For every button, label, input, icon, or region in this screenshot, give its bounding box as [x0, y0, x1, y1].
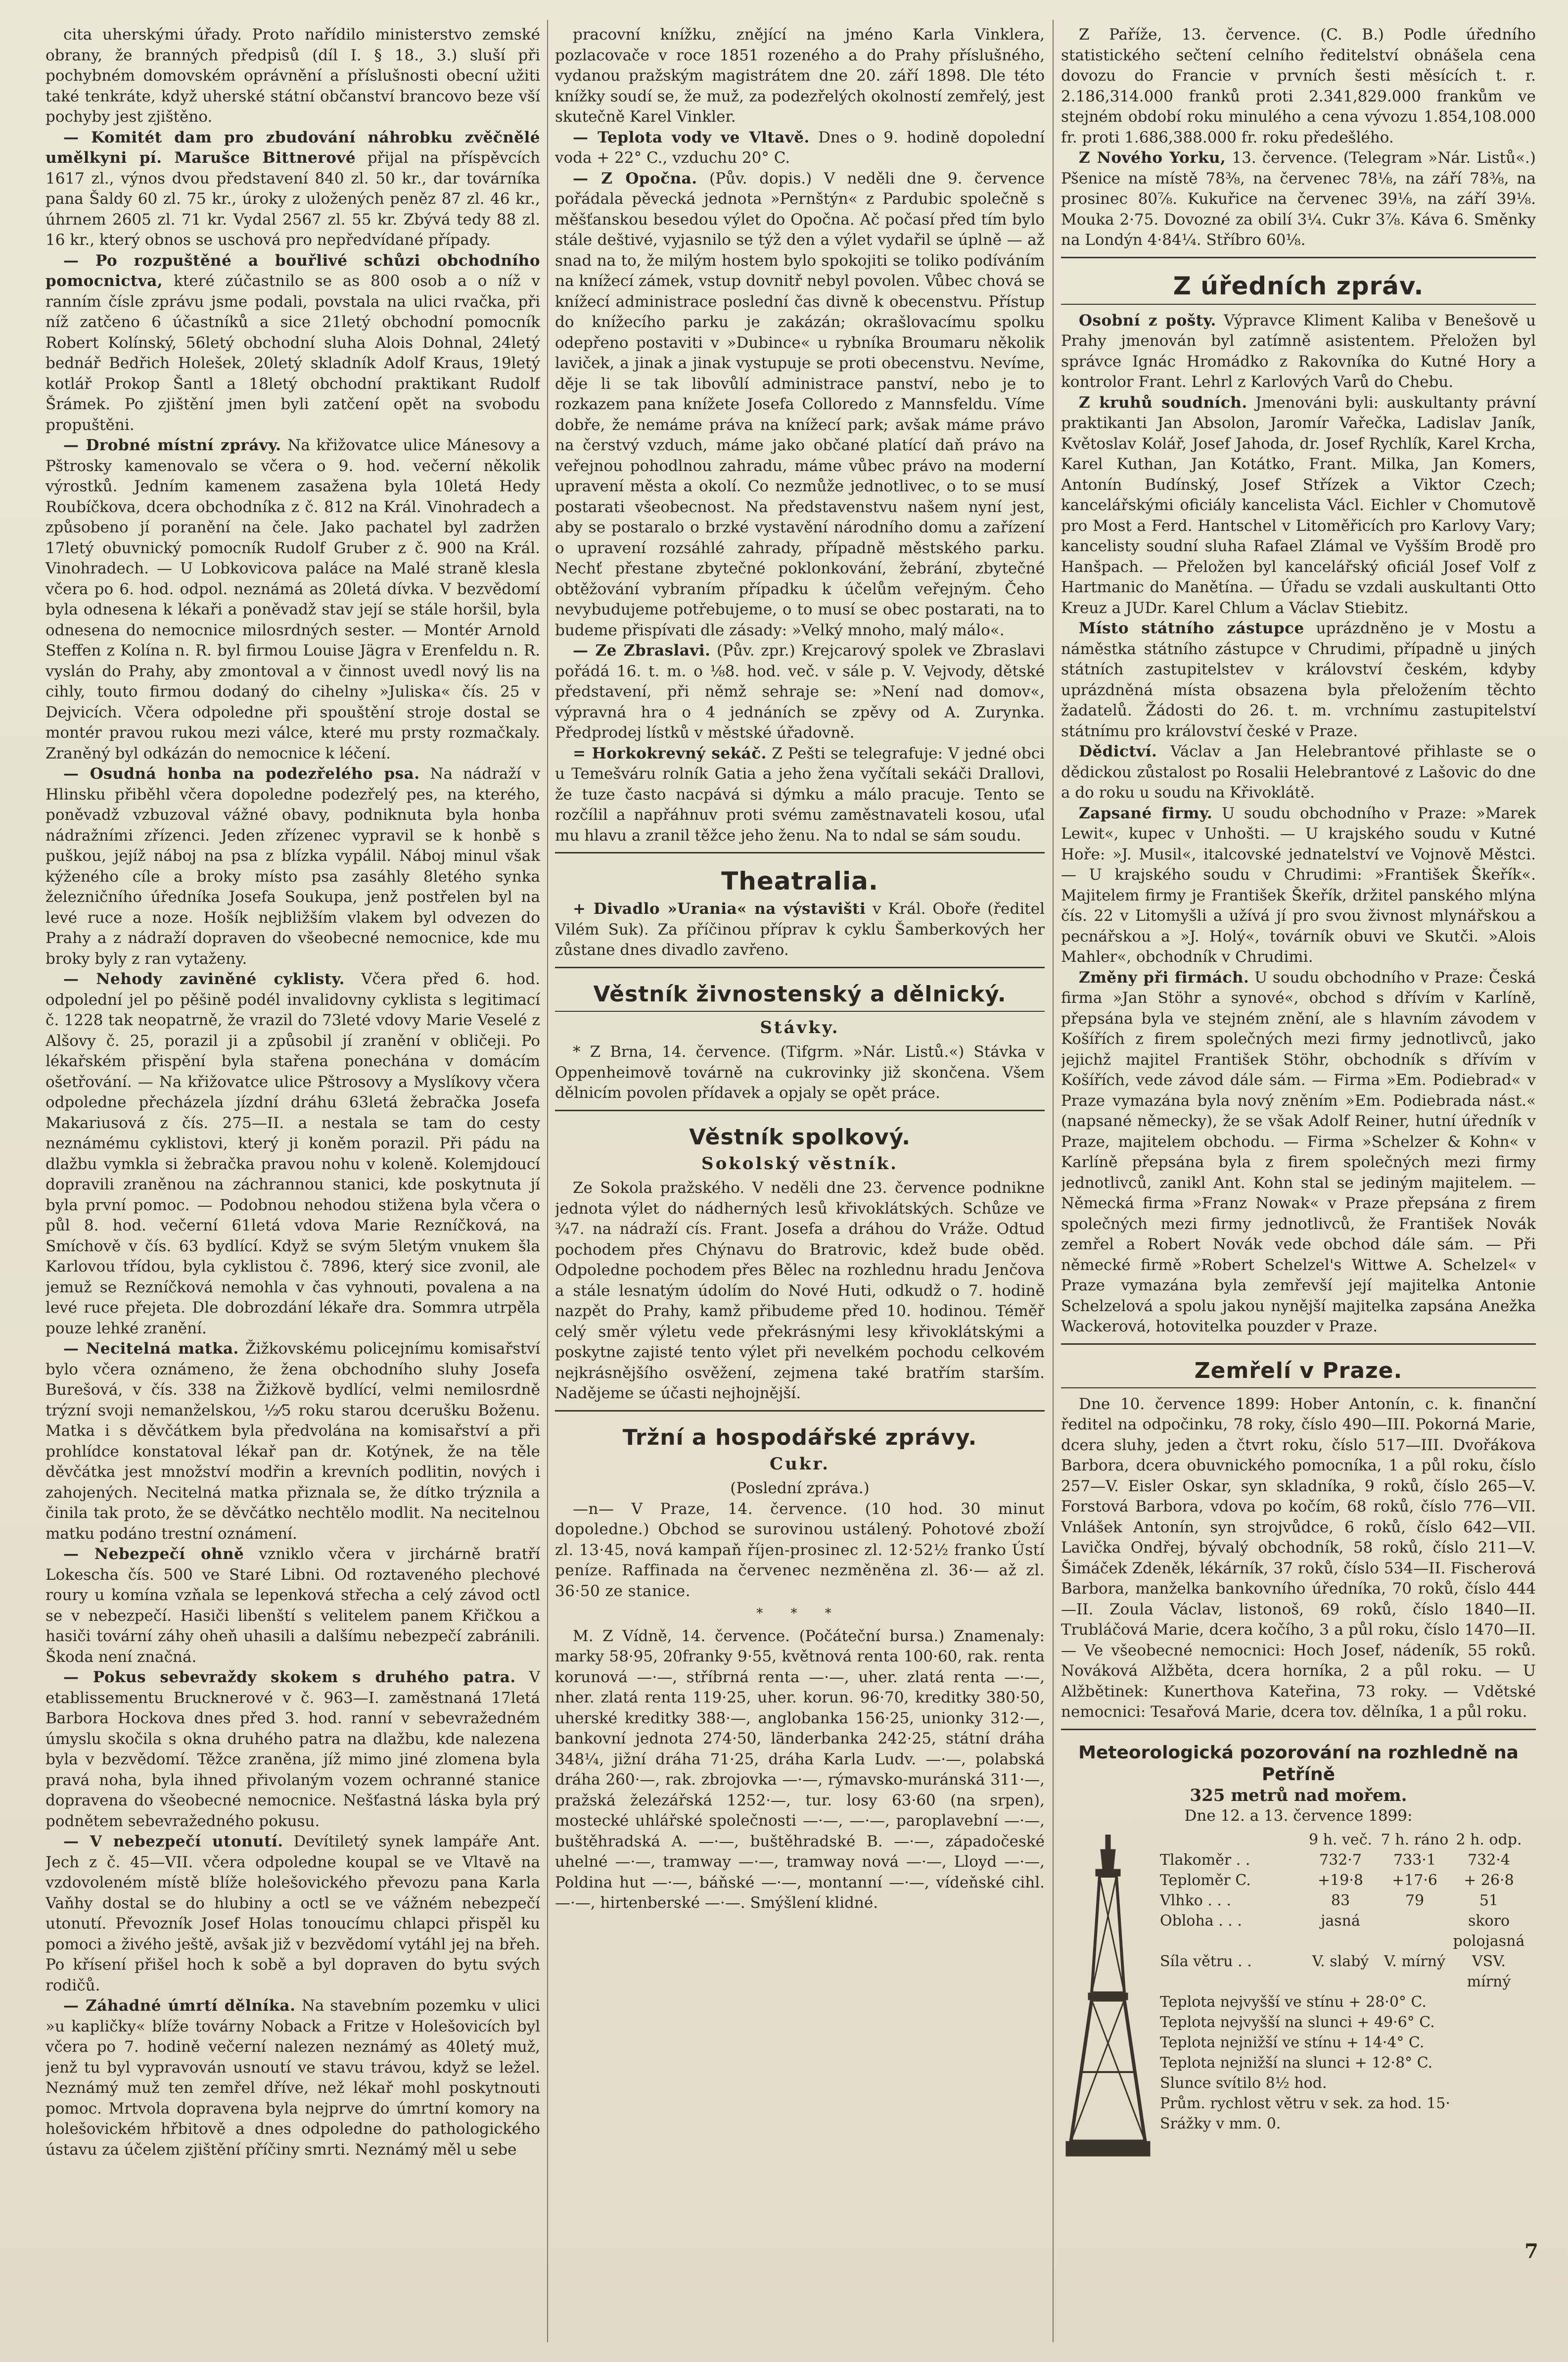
article-paragraph	[46, 1996, 540, 2160]
column-rule	[1053, 20, 1054, 2342]
meteo-row-vitr: Síla větru . . V. slabý V. mírný VSV. mírný	[1160, 1952, 1511, 1990]
section-title-uradni: Z úředních zpráv.	[1173, 271, 1424, 300]
article-paragraph	[1061, 618, 1536, 742]
meteo-row: Vlhko . . . 83 79 51	[1160, 1891, 1499, 1909]
article-text: které zúčastnilo se as 800 osob a o níž v ranním čísle zprávu jsme podali, povstala na ulici rvačka, při níž zatčeno 6 účastníků a sice 21letý obchodní pomocník Robert Kolínský, 56letý obchodní sluha Alois Dohnal, 24letý bednář Bedřich Holešek, 20letý skladník Adolf Kraus, 19letý kotlář Prokop Šantl a 18letý obchodní praktikant Rudolf Šrámek. Po zjištění jmen byli zatčení opět na svobodu propuštěni.	[46, 272, 540, 434]
article-text: Z Pešti se telegrafuje: V jedné obci u Temešváru rolník Gatia a jeho žena vyčítali sekáči Drallovi, že tuze často nacpává si dýmku a málo pracuje. Tento se rozčílil a napřáhnuv proti svému zaměstnavateli kosou, uťal mu hlavu a zranil těžce jeho ženu. Na to ndal se sám soudu.	[555, 744, 1045, 845]
column-rule	[547, 20, 548, 2342]
article-text: U soudu obchodního v Praze: Česká firma »Jan Stöhr a synové«, obchod s dřívím v Karlíně, přepsána byla ve stejném znění, ale s hlavním závodem v Košířích z firem společných mezi firmy jednotlivců, jako jejichž majitel František Stöhr, obchodník s dřívím v Košířích, vede závod dále sám. — Firma »Em. Podiebrad« v Praze vymazána byla nový zněním »Em. Podiebrada nást.« (napsané německy), že se však Adolf Reiner, hutní úředník v Praze, majitelem obchodu. — Firma »Schelzer & Kohn« v Karlíně přepsána byla z firem společných mezi firmy jednotlivců, zanikl Ant. Kohn stal se jediným majitelem. — Německá firma »Franz Nowak« v Praze přepsána z firem společných mezi firmy jednotlivců, že František Novák zemřel a Robert Novák vede obchod dále sám. — Při německé firmě »Robert Schelzel's Wittwe A. Schelzel« v Praze vymazána byla zemřevší její majitelka Antonie Schelzelová a spolu jakou nynější majitelka zapsána Anežka Wackerová, hotovitelka pouzder v Praze.	[1061, 968, 1536, 1335]
article-headline: Zapsané firmy.	[1079, 804, 1213, 822]
section-divider	[555, 1011, 1045, 1012]
section-divider	[1061, 1387, 1536, 1388]
article-text: Jmenováni byli: auskultanty právní praktikanti Jan Absolon, Jaromír Vařečka, Ladislav Janík, Květoslav Kolář, Josef Jahoda, dr. Josef Rychlík, Karel Krcha, Karel Kuthan, Jan Kotátko, Frant. Milka, Jan Komers, Antonín Budínský, Josef Střízek a Viktor Czech; kancelářskými oficiály kancelista Václ. Eichler v Chomutově pro Most a Ferd. Hantschel v Litoměřicích pro Karlovy Vary; kancelisty soudní sluha Rafael Zlámal ve Vyšším Brodě pro Hanšpach. — Přeložen byl kancelářský oficiál Josef Volf z Hartmanic do Manětína. — Úřadu se vzdali auskultanti Otto Kreuz a JUDr. Karel Chlum a Václav Stiebitz.	[1061, 393, 1536, 617]
article-headline: — Ze Zbraslavi.	[573, 642, 711, 660]
meteo-header-row: 9 h. več. 7 h. ráno 2 h. odp.	[1308, 1831, 1522, 1848]
article-headline: — Drobné místní zprávy.	[63, 436, 281, 454]
article-text: vzniklo včera v jirchárně bratří Lokescha čís. 500 ve Staré Libni. Od roztaveného plechové roury u komína vzňala se lepenková střecha a celý závod octl se v nebezpečí. Hasiči libenští s velitelem panem Křičkou a hasiči tovární záhy oheň uhasili a dalšímu nebezpečí zabránili. Škoda není značná.	[46, 1545, 540, 1666]
section-title-zemreli: Zemřelí v Praze.	[1194, 1358, 1403, 1383]
stavky-text: * Z Brna, 14. července. (Tifgrm. »Nár. Listů.«) Stávka v Oppenheimově továrně na cukrovinky již skončena. Všem dělnicím povolen přídavek a opjaly se opět práce.	[555, 1043, 1045, 1102]
meteo-row: Teploměr C. +19·8 +17·6 + 26·8	[1160, 1871, 1514, 1889]
article-paragraph	[1061, 25, 1536, 148]
article-paragraph	[1061, 393, 1536, 619]
article-paragraph	[1061, 742, 1536, 803]
article-paragraph	[46, 764, 540, 969]
article-text: Na nádraží v Hlinsku přiběhl včera dopoledne podezřelý pes, na kterého, poněvadž vzbuzoval vážné obavy, podniknuta byla honba nádražními zřízenci. Jeden zřízenec vypravil se k honbě s puškou, jejíž náboj na psa z blízka vypálil. Náboj minul však kýženého cíle a broky místo psa zasáhly 8letého synka železničního úředníka Josefa Soukupa, jenž postřelen byl na levé ruce a noze. Hošík nejbližším vlakem byl odvezen do Prahy a z nádraží dopraven do všeobecné nemocnice, kde mu broky byly z ran vytaženy.	[46, 765, 540, 968]
article-paragraph	[555, 641, 1045, 744]
article-text: U soudu obchodního v Praze: »Marek Lewit«, kupec v Unhošti. — U krajského soudu v Kutné Hoře: »J. Musil«, italcovské jednatelství ve Vojnově Městci. — U krajského soudu v Chrudimi: »František Škeřík«. Majitelem firmy je František Škeřík, držitel panského mlýna čís. 22 v Litomyšli a užívá jí pro svou živnost mlynářskou a pecnářskou a »J. Holý«, továrník obuvi ve Skutči. »Alois Mahler«, obchodník v Chrudimi.	[1061, 804, 1536, 966]
article-text: uprázdněno je v Mostu a náměstka státního zástupce v Chrudimi, případně u jiných státních zastupitelstev v království českém, kdyby uprázdněná místa obsazena byla přeložením těchto žadatelů. Žádosti do 26. t. m. vrchnímu zastupitelství státnímu pro království české v Praze.	[1061, 619, 1536, 740]
article-headline: — Nebezpečí ohně	[63, 1545, 244, 1563]
article-text: Výpravce Kliment Kaliba v Benešově u Prahy jmenován byl zatímně asistentem. Přeložen byl správce Ignác Hromádko z Rakovníka do Kutné Hory a kontrolor Frant. Lehrl z Karlových Varů do Chebu.	[1061, 311, 1536, 391]
article-text: pracovní knížku, znějící na jméno Karla Vinklera, pozlacovače v roce 1851 rozeného a do Prahy příslušného, vydanou pražským magistrátem dne 20. září 1898. Dle této knížky soudí se, že muž, za podezřelých okolností zemřelý, jest skutečně Karel Vinkler.	[555, 26, 1045, 126]
section-title-vestnik-zivnostensky: Věstník živnostenský a dělnický.	[593, 981, 1007, 1007]
meteo-subtitle: 325 metrů nad mořem.	[1190, 1785, 1407, 1805]
article-text: (Pův. zpr.) Krejcarový spolek ve Zbraslavi pořádá 16. t. m. o ⅛8. hod. več. v sále p. V. Vejvody, dětské představení, při němž sehraje se: »Není nad domov«, výpravná hra o 4 jednáních se zpěvy od A. Zurynka. Předprodej lístků v městské úřadovně.	[555, 642, 1045, 742]
article-headline: Z kruhů soudních.	[1079, 393, 1247, 412]
section-divider	[1061, 257, 1536, 258]
section-divider	[555, 852, 1045, 853]
column-2	[555, 25, 1045, 2342]
article-text: V etablissementu Brucknerové v č. 963—I. zaměstnaná 17letá Barbora Hockova dnes před 3. hod. ranní v sebevražedném úmyslu skočila s okna druhého patra na dlažbu, kde nalezena byla v bezvědomí. Těžce zraněna, jíž mimo jiné zlomena byla pravá noha, byla ihned přivolaným vozem ochranné stanice dopravena do všeobecné nemocnice. Nešťastná láska byla prý podnětem sebevražedného pokusu.	[46, 1668, 540, 1830]
article-headline: — Komitét dam pro zbudování náhrobku zvěčnělé umělkyni pí. Marušce Bittnerové	[46, 128, 540, 167]
article-headline: — V nebezpečí utonutí.	[63, 1833, 283, 1850]
meteo-line: Teplota nejnižší ve stínu + 14·4° C.	[1160, 2033, 1425, 2051]
article-paragraph	[555, 169, 1045, 641]
article-paragraph	[46, 128, 540, 251]
article-paragraph	[555, 25, 1045, 128]
article-paragraph	[1061, 148, 1536, 251]
zemreli-text: Dne 10. července 1899: Hober Antonín, c. k. finanční ředitel na odpočinku, 78 roky, číslo 490—III. Pokorná Marie, dcera sluhy, jeden a čtvrt roku, číslo 517—III. Dvořákova Barbora, dcera obuvnického pomocníka, 1 a půl roku, číslo 257—V. Eisler Oskar, syn skladníka, 9 roků, číslo 265—V. Forstová Barbora, vdova po kočím, 68 roků, číslo 776—VII. Vnlášek Antonín, syn strojvůdce, 6 roků, číslo 642—VII. Lavička Ondřej, bývalý obchodník, 58 roků, číslo 211—V. Šimáček Zdeněk, lékárník, 37 roků, číslo 534—II. Fischerová Barbora, manželka bankovního úředníka, 70 roků, číslo 444—II. Zoula Václav, listonoš, 69 roků, číslo 1840—II. Trubláčová Marie, dcera kočího, 3 a půl roku, číslo 1470—II. — Ve všeobecné nemocnici: Hoch Josef, nádeník, 55 roků. Nováková Alžběta, dcera horníka, 2 a půl roku. — U Alžbětinek: Kunerthova Kateřina, 73 roky. — Vdětské nemocnici: Tesařová Marie, dcera tov. dělníka, 1 a půl roku.	[1061, 1395, 1536, 1721]
article-text: Devítiletý synek lampáře Ant. Jech z č. 45—VII. včera odpoledne koupal se ve Vltavě na vzdovoleném místě blíže holešovického převozu pana Karla Vaňhy dostal se do hlubiny a octl se ve vážném nebezpečí utonutí. Převozník Josef Holas tonoucímu chlapci přispěl ku pomoci a živého ještě, avšak již v bezvědomí vytáhl jej na břeh. Po křísení přišel hoch k sobě a byl dopraven do bytu svých rodičů.	[46, 1833, 540, 1994]
article-paragraph	[1061, 311, 1536, 393]
article-headline: — Z Opočna.	[573, 169, 697, 188]
article-headline: Dědictví.	[1079, 743, 1157, 760]
article-text: Včera před 6. hod. odpolední jel po pěšině podél invalidovny cyklista s legitimací č. 1228 tak neopatrně, že vrazil do 73leté vdovy Marie Veselé z Alšovy č. 25, porazil ji a způsobil jí zranění v obličeji. Po lékařském přispění byla stařena ponechána v domácím ošetřování. — Na křižovatce ulice Pštrosovy a Myslíkovy včera odpoledne přecházela jízdní dráhu 63letá žebračka Josefa Makariusová z čís. 275—II. a nestala se tam do cesty neznámému cyklistovi, který ji koněm porazil. Při pádu na dlažbu vymkla si žebračka pravou nohu v koleně. Kolemjdoucí dopravili zraněnou na záchrannou stanici, kde poskytnuta jí byla první pomoc. — Podobnou nehodou stižena byla včera o půl 8. hod. večerní 61letá vdova Marie Rezníčková, na Smíchově v čís. 63 bydlící. Když se svým 5letým vnukem šla Karlovou třídou, byla cyklistou č. 7896, který sice zvonil, ale jemuž se Rezníčková nemohla v čas vyhnouti, povalena a na levé ruce přejeta. Dle dobrozdání lékaře dra. Sommra utrpěla pouze lehké zranění.	[46, 970, 540, 1337]
article-text: Z Paříže, 13. července. (C. B.) Podle úředního statistického sečtení celního ředitelství obnášela cena dovozu do Francie v prvních šesti měsících t. r. 2.186,314.000 franků proti 2.341,829.000 frankům ve stejném období roku minulého a cena vývozu 1.854,108.000 fr. proti 1.686,388.000 fr. roku předešlého.	[1061, 26, 1536, 146]
article-headline: — Pokus sebevraždy skokem s druhého patra.	[63, 1668, 516, 1686]
theatralia-text: + Divadlo »Urania« na výstavišti v Král. Oboře (ředitel Vilém Suk). Za příčinou příprav k cyklu Šamberkových her zůstane dnes divadlo zavřeno.	[555, 900, 1045, 959]
article-text: Dnes o 9. hodině dopolední voda + 22° C., vzduchu 20° C.	[555, 128, 1045, 167]
article-paragraph	[46, 25, 540, 128]
meteo-title: Meteorologická pozorování na rozhledně na Petříně	[1078, 1742, 1519, 1785]
article-paragraph	[46, 1339, 540, 1544]
section-divider	[555, 1410, 1045, 1412]
article-text: přijal na příspěvcích 1617 zl., výnos dvou představení 840 zl. 50 kr., dar továrníka pana Šaldy 60 zl. 75 kr., úroky z uložených peněz 87 zl. 46 kr., úhrnem 2605 zl. 71 kr. Vydal 2567 zl. 55 kr. Zbývá tedy 88 zl. 16 kr., který obnos se uschová pro nepředvídané případy.	[46, 149, 540, 249]
meteo-line: Teplota nejnižší na slunci + 12·8° C.	[1160, 2054, 1433, 2072]
meteo-line: Srážky v mm. 0.	[1160, 2115, 1281, 2132]
article-headline: — Osudná honba na podezřelého psa.	[63, 765, 420, 783]
column-1	[46, 25, 540, 2342]
article-headline: Z Nového Yorku,	[1079, 149, 1226, 167]
meteo-table	[1160, 1830, 1536, 2134]
separator-stars: * * *	[756, 1606, 843, 1621]
section-title-theatralia: Theatralia.	[721, 867, 878, 896]
article-headline: = Horkokrevný sekáč.	[573, 744, 767, 762]
section-divider	[555, 1110, 1045, 1111]
article-headline: Osobní z pošty.	[1079, 311, 1216, 330]
trzni-praha: —n— V Praze, 14. července. (10 hod. 30 minut dopoledne.) Obchod se surovinou ustálený. Pohotové zboží zl. 13·45, nová kampaň říjen-prosinec zl. 12·52½ franko Ústí peníze. Raffinada na červenec nezměněna zl. 36·— až zl. 36·50 ze stanice.	[555, 1500, 1045, 1600]
meteo-line: Teplota nejvyšší ve stínu + 28·0° C.	[1160, 1993, 1427, 2011]
page-number: 7	[1524, 2240, 1538, 2263]
article-headline: — Po rozpuštěné a bouřlivé schůzi obchodního pomocnictva,	[46, 251, 540, 290]
article-paragraph	[1061, 803, 1536, 968]
article-text: Na křižovatce ulice Mánesovy a Pštrosky kamenovalo se včera o 9. hod. večerní několik výrostků. Jedním kamenem zasažena byla 10letá Hedy Roubíčkova, dcera obchodníka z č. 812 na Král. Vinohradech a způsobeno jí poranění na čele. Jako pachatel byl zadržen 17letý obuvnický pomocník Rudolf Gruber z č. 900 na Král. Vinohradech. — U Lobkovicova paláce na Malé straně klesla včera po 6. hod. odpol. neznámá as 20letá dívka. V bezvědomí byla odnesena k lékaři a poněvadž stav její se stále horšil, byla odnesena do nemocnice milosrdných sester. — Montér Arnold Steffen z Kolína n. R. byl firmou Louise Jägra v Erenfeldu n. R. vyslán do Prahy, aby zmontoval a v činnost uvedl nový lis na cihly, touto firmou dodaný do cihelny »Juliska« čís. 25 v Dejvicích. Včera odpoledne při spouštění stroje dostal se montér pravou rukou mezi válce, které mu prsty rozmačkaly. Zraněný byl odkázán do nemocnice k léčení.	[46, 436, 540, 762]
section-title-vestnik-spolkovy: Věstník spolkový.	[689, 1124, 911, 1150]
article-text: Na stavebním pozemku v ulici »u kapličky« blíže továrny Noback a Fritze v Holešovicích byl včera po 7. hodině večerní nalezen neznámý as 40letý muž, jenž tu byl vypravován usnoutí ve stavu trávou, když se ležel. Neznámý muž ten zemřel dříve, než lékař mohl poskytnouti pomoc. Mrtvola dopravena byla nejprve do úmrtní komory na holešovickém hřbitově a dnes odpoledne do pathologického ústavu za účelem zjištění příčiny smrti. Neznámý měl u sebe	[46, 1997, 540, 2159]
meteo-row: Tlakoměr . . 732·7 733·1 732·4	[1160, 1851, 1510, 1869]
subtitle-sokolsky: Sokolský věstník.	[701, 1153, 898, 1174]
article-headline: Místo státního zástupce	[1079, 619, 1304, 637]
meteo-line: Prům. rychlost větru v sek. za hod. 15·	[1160, 2094, 1450, 2112]
section-divider	[1061, 1343, 1536, 1345]
article-paragraph	[46, 969, 540, 1339]
article-paragraph	[555, 128, 1045, 169]
article-paragraph	[46, 1544, 540, 1667]
article-text: 13. července. (Telegram »Nár. Listů«.) Pšenice na místě 78⅜, na červenec 78⅛, na září 78⅜, na prosinec 80⅞. Kukuřice na červenec 39⅛, na září 39⅛. Mouka 2·75. Dovozné za obilí 3¼. Cukr 3⅞. Káva 6. Směnky na Londýn 4·84¼. Stříbro 60⅛.	[1061, 149, 1536, 249]
article-paragraph	[46, 435, 540, 764]
article-headline: — Záhadné úmrtí dělníka.	[63, 1997, 296, 2015]
article-text: Václav a Jan Helebrantové přihlaste se o dědickou zůstalost po Rosalii Helebrantové z Lašovic do dne a do roku u soudu na Křivoklátě.	[1061, 743, 1536, 802]
trzni-viden: M. Z Vídně, 14. července. (Počáteční bursa.) Znamenaly: marky 58·95, 20franky 9·55, květnová renta 100·60, rak. renta korunová —·—, stříbrná renta —·—, uher. zlatá renta —·—, nher. zlatá renta 119·25, uher. korun. 96·70, kreditky 380·50, uherské kreditky 388·—, anglobanka 156·25, unionky 312·—, bankovní jednota 274·50, länderbanka 242·25, státní dráha 348¼, jižní dráha 71·25, dráha Karla Ludv. —·—, polabská dráha 260·—, rak. zbrojovka —·—, rýmavsko-muránská 311·—, pražská železářská 1252·—, tur. losy 63·60 (na srpen), mostecké uhlářské společnosti —·—, —·—, paroplavební —·—, buštěhradská A. —·—, buštěhradské B. —·—, západočeské uhelné —·—, tramway —·—, tramway nová —·—, Lloyd —·—, Poldina hut —·—, báňské —·—, montanní —·—, vídeňské cihl. —·—, hirtenberské —·—. Smýšlení klidné.	[555, 1627, 1045, 1912]
trzni-note: (Poslední zpráva.)	[730, 1479, 870, 1497]
article-paragraph	[555, 744, 1045, 847]
meteo-line: Slunce svítilo 8½ hod.	[1160, 2074, 1327, 2092]
article-text: cita uherskými úřady. Proto nařídilo ministerstvo zemské obrany, že branných předpisů (díl I. § 18., 3.) sluší při pochybném domovském oprávnění a příslušnosti obecní užiti také tenkráte, když uherské státní občanství brancovo beze vší pochyby jest zjištěno.	[46, 26, 540, 126]
meteo-block	[1061, 1830, 1536, 2134]
section-divider	[1061, 1729, 1536, 1730]
article-headline: — Nehody zaviněné cyklisty.	[63, 970, 345, 988]
section-divider	[555, 967, 1045, 968]
meteo-date: Dne 12. a 13. července 1899:	[1184, 1807, 1413, 1825]
sokol-text: Ze Sokola pražského. V neděli dne 23. července podnikne jednota výlet do nádherných lesů křivoklátských. Schůze ve ¾7. na nádraží cís. Frant. Josefa a dráhou do Vráže. Odtud pochodem přes Chýnavu do Bratrovic, kdež bude oběd. Odpoledne pochodem přes Bělec na rozhlednu hradu Jenčova a stále lesnatým údolím do Nové Huti, odkudž o 7. hodině nazpět do Prahy, kamž přibudeme před 10. hodinou. Téměř celý směr výletu vede překrásnými lesy křivoklátskými a poskytne zajisté tento výlet při nevelkém pochodu celkovém nejkrásnějšího osvěžení, zejmena také bratřím starším. Nadějeme se účasti nejhojnější.	[555, 1179, 1045, 1402]
section-title-trzni: Tržní a hospodářské zprávy.	[622, 1424, 977, 1450]
section-divider	[1061, 304, 1536, 305]
article-headline: — Necitelná matka.	[63, 1340, 239, 1358]
meteo-row-obloha: Obloha . . . jasná skoro polojasná	[1160, 1912, 1525, 1950]
petrin-tower-icon	[1061, 1835, 1155, 2161]
article-paragraph	[46, 1667, 540, 1832]
subtitle-cukr: Cukr.	[770, 1454, 830, 1474]
article-headline: Změny při firmách.	[1079, 968, 1249, 987]
meteo-line: Teplota nejvyšší na slunci + 49·6° C.	[1160, 2013, 1435, 2031]
article-paragraph	[46, 251, 540, 436]
subtitle-stavky: Stávky.	[760, 1017, 840, 1038]
article-text: Žižkovskému policejnímu komisařství bylo včera oznámeno, že žena obchodního sluhy Josefa Burešová, v čís. 338 na Žižkově bydlící, velmi nemilosrdně trýzní svoji nemanželskou, ½⁄5 roku starou dcerušku Boženu. Matka i s děvčátkem byla předvolána na komisařství a při prohlídce konstatoval lékař pan dr. Kotýnek, že na těle děvčátka jest množství modřin a krevních podlitin, nových i zahojených. Necitelná matka přiznala se, že dítko trýznila a činila tak proto, že se děvčátko nechtělo modlit. Na necitelnou matku podáno trestní oznámení.	[46, 1340, 540, 1543]
article-paragraph	[46, 1832, 540, 1996]
article-headline: — Teplota vody ve Vltavě.	[573, 128, 810, 146]
article-paragraph	[1061, 968, 1536, 1337]
column-3	[1061, 25, 1536, 2342]
article-text: (Pův. dopis.) V neděli dne 9. července pořádala pěvecká jednota »Pernštýn« z Pardubic společně s měšťanskou besedou výlet do Opočna. Ač počasí před tím bylo stále deštivé, vyjasnilo se týž den a výlet vydařil se úplně — až snad na to, že milým hostem bylo spokojiti se toliko podíváním na knížecí zámek, vstup dovnitř nebyl povolen. Vůbec chová se knížecí administrace poslední čas divně k obecenstvu. Přístup do knížecího parku je zakázán; okrašlovacímu spolku odepřeno postaviti v »Dubince« u rybníka Broumaru několik laviček, a jinak a jinak vystupuje se proti obecenstvu. Nevíme, děje li se tak libovůlí administrace panství, nebo je to rozkazem pana knížete Josefa Colloredo z Mannsfeldu. Víme dobře, že nemáme práva na knížecí park; avšak máme právo na čerstvý vzduch, máme jako občané platící daň právo na veřejnou pohodlnou zahradu, máme vůbec právo na moderní upravení města a okolí. Co nezmůže jednotlivec, o to se musí postarati všeobecnost. Na představenstvu našem nyní jest, aby se postaralo o brzké vystavění národního domu a zařízení o upravení rozsáhlé zahrady, případně městského parku. Nechť přestane zbytečné poklonkování, žebrání, zbytečné obtěžování vybraním případku k účelům veřejným. Čeho nevybudujeme potřebujeme, o to musí se obec postarati, na to budeme přispívati dle zásady: »Velký mnoho, malý málo«.	[555, 169, 1045, 639]
